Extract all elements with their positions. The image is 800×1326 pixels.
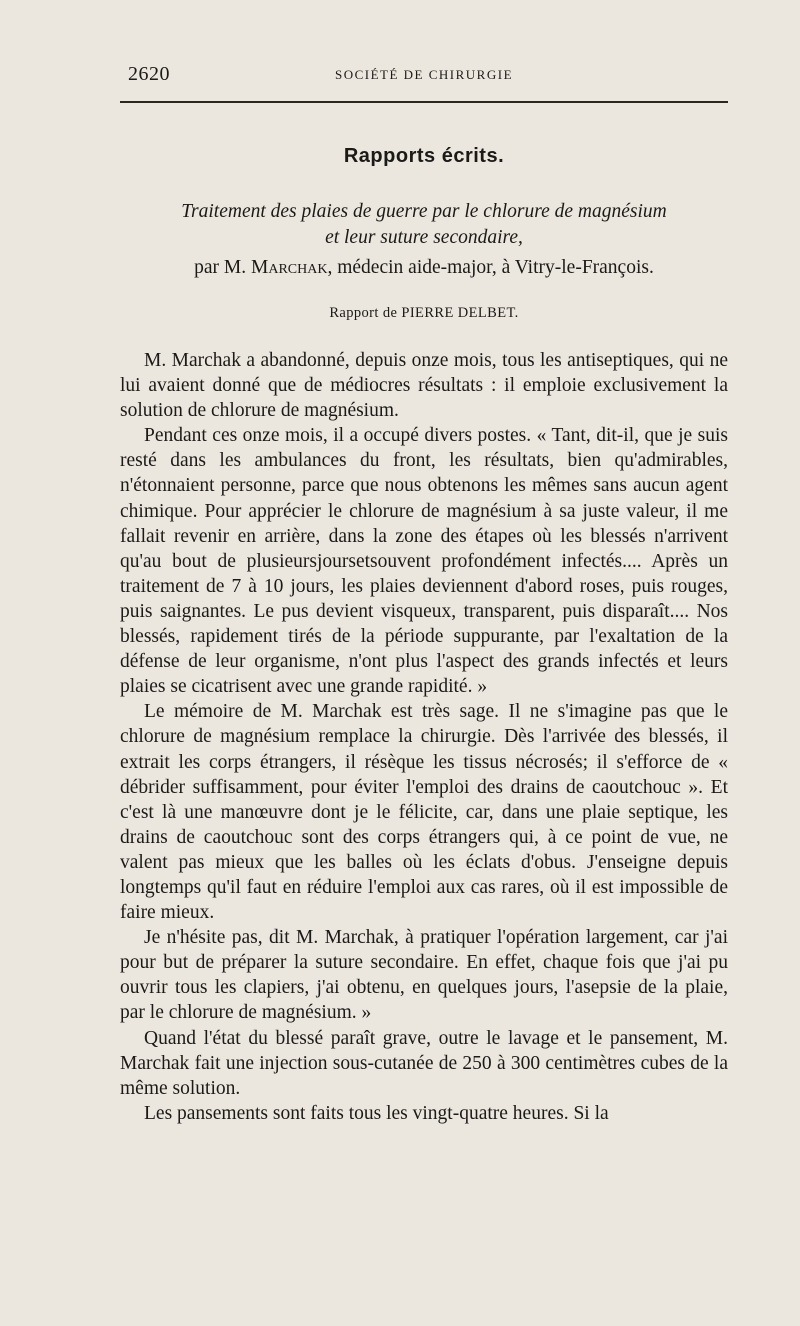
paragraph: Je n'hésite pas, dit M. Marchak, à pratiquer l'opération largement, car j'ai pour but de préparer la suture secondaire. En effet, chaque fois que j'ai pu ouvrir tous les clapiers, j'ai obtenu, en quelques jours, l'asepsie de la plaie, par le chlorure de magnésium. » (120, 927, 728, 1024)
report-attribution: Rapport de PIERRE DELBET. (329, 305, 519, 321)
running-head: SOCIÉTÉ DE CHIRURGIE (334, 67, 514, 82)
paragraph: Les pansements sont faits tous les vingt-quatre heures. Si la (144, 1102, 609, 1124)
article-title-line-2: et leur suture secondaire, (325, 227, 523, 248)
article-title-line-1: Traitement des plaies de guerre par le chlorure de magnésium (181, 201, 667, 222)
section-title: Rapports écrits. (343, 145, 505, 167)
article-title (120, 199, 728, 251)
author-name: Marchak (251, 257, 328, 278)
paragraph: Pendant ces onze mois, il a occupé divers postes. « Tant, dit-il, que je suis resté dans les ambulances du front, les résultats, bien qu'admirables, n'étonnaient personne, parce que nous obtenons les mêmes sans aucun agent chimique. Pour apprécier le chlorure de magnésium à sa juste valeur, il me fallait revenir en arrière, dans la zone des étapes où les blessés n'arrivent qu'au bout de plusieursjoursetsouvent profondément infectés.... Après un traitement de 7 à 10 jours, les plaies deviennent d'abord roses, puis rouges, puis saignantes. Le pus devient visqueux, transparent, puis disparaît.... Nos blessés, rapidement tirés de la période suppurante, par l'exaltation de la défense de leur organisme, n'ont plus l'aspect des grands infectés et leurs plaies se cicatrisent avec une grande rapidité. » (120, 425, 728, 698)
author-suffix: , médecin aide-major, à Vitry-le-François. (327, 257, 654, 278)
page-number: 2620 (128, 63, 170, 85)
body-text (120, 348, 728, 1126)
author-prefix: par M. (194, 257, 252, 278)
paragraph: Le mémoire de M. Marchak est très sage. Il ne s'imagine pas que le chlorure de magnésium remplace la chirurgie. Dès l'arrivée des blessés, il extrait les corps étrangers, il résèque les tissus nécrosés; il s'efforce de « débrider suffisamment, pour éviter l'emploi des drains de caoutchouc ». Et c'est là une manœuvre dont je le félicite, car, dans une plaie septique, les drains de caoutchouc sont des corps étrangers qui, à ce point de vue, ne valent pas mieux que les balles où les éclats d'obus. J'enseigne depuis longtemps qu'il faut en réduire l'emploi aux cas rares, où il est impossible de faire mieux. (120, 701, 728, 924)
header-rule (120, 101, 728, 103)
paragraph: Quand l'état du blessé paraît grave, outre le lavage et le pansement, M. Marchak fait une injection sous-cutanée de 250 à 300 centimètres cubes de la même solution. (120, 1027, 728, 1099)
paragraph: M. Marchak a abandonné, depuis onze mois, tous les antiseptiques, qui ne lui avaient donné que de médiocres résultats : il emploie exclusivement la solution de chlorure de magnésium. (120, 350, 728, 422)
page-header (120, 63, 728, 93)
author-line (120, 257, 728, 279)
